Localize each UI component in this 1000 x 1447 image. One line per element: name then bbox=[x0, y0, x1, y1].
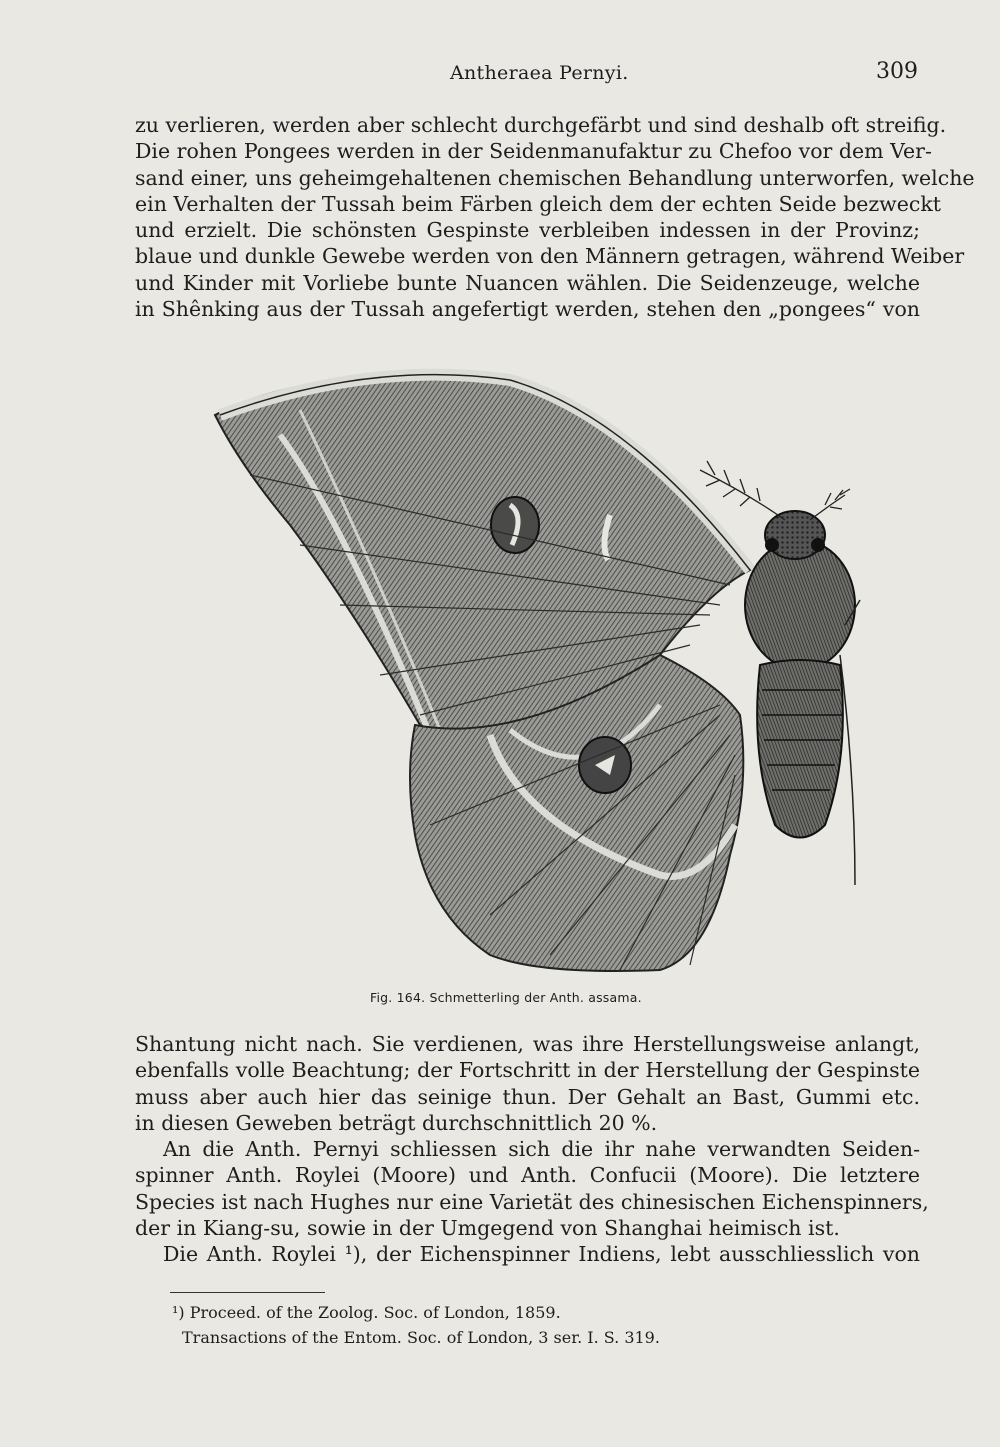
text-line: Die Anth. Roylei ¹), der Eichenspinner Indiens, lebt ausschliesslich von bbox=[163, 1242, 920, 1266]
text-line: sand einer, uns geheimgehaltenen chemischen Behandlung unterworfen, welche bbox=[135, 165, 975, 190]
text-line: blaue und dunkle Gewebe werden von den Männern getragen, während Weiber bbox=[135, 244, 965, 269]
text-line: und erzielt. Die schönsten Gespinste verbleiben indessen in der Provinz; bbox=[135, 218, 920, 243]
paragraph-4 bbox=[135, 1241, 920, 1267]
text-line: ein Verhalten der Tussah beim Färben gleich dem der echten Seide bezweckt bbox=[135, 191, 941, 216]
text-line: und Kinder mit Vorliebe bunte Nuancen wählen. Die Seidenzeuge, welche bbox=[135, 270, 920, 295]
page-number: 309 bbox=[876, 59, 918, 84]
footnotes bbox=[172, 1300, 872, 1350]
moth-engraving bbox=[190, 355, 880, 985]
text-line: Die rohen Pongees werden in der Seidenmanufaktur zu Chefoo vor dem Ver- bbox=[135, 139, 932, 164]
footnote-1-continued: Transactions of the Entom. Soc. of London, 3 ser. I. S. 319. bbox=[182, 1328, 660, 1347]
footnote-divider bbox=[170, 1292, 325, 1293]
paragraph-2 bbox=[135, 1031, 920, 1136]
text-line: Species ist nach Hughes nur eine Varietät des chinesischen Eichenspinners, bbox=[135, 1189, 929, 1214]
text-line: ebenfalls volle Beachtung; der Fortschritt in der Herstellung der Gespinste bbox=[135, 1058, 920, 1083]
text-line: muss aber auch hier das seinige thun. Der Gehalt an Bast, Gummi etc. bbox=[135, 1084, 920, 1109]
text-line: in Shênking aus der Tussah angefertigt werden, stehen den „pongees“ von bbox=[135, 297, 920, 322]
paragraph-1 bbox=[135, 112, 975, 322]
abdomen bbox=[757, 660, 843, 838]
figure-caption: Fig. 164. Schmetterling der Anth. assama. bbox=[370, 990, 642, 1005]
text-line: spinner Anth. Roylei (Moore) und Anth. Confucii (Moore). Die letztere bbox=[135, 1163, 920, 1188]
text-line: An die Anth. Pernyi schliessen sich die ihr nahe verwandten Seiden- bbox=[163, 1137, 920, 1161]
head bbox=[765, 511, 825, 559]
paragraph-3 bbox=[135, 1136, 929, 1241]
moth-illustration bbox=[190, 355, 880, 985]
page-header bbox=[135, 59, 920, 92]
text-line: der in Kiang-su, sowie in der Umgegend von Shanghai heimisch ist. bbox=[135, 1215, 840, 1240]
text-line: zu verlieren, werden aber schlecht durchgefärbt und sind deshalb oft streifig. bbox=[135, 113, 947, 137]
footnote-1: ¹) Proceed. of the Zoolog. Soc. of London, 1859. bbox=[172, 1303, 561, 1322]
text-line: Shantung nicht nach. Sie verdienen, was ihre Herstellungsweise anlangt, bbox=[135, 1032, 920, 1056]
text-line: in diesen Geweben beträgt durchschnittlich 20 %. bbox=[135, 1110, 658, 1135]
running-title: Antheraea Pernyi. bbox=[450, 62, 629, 84]
